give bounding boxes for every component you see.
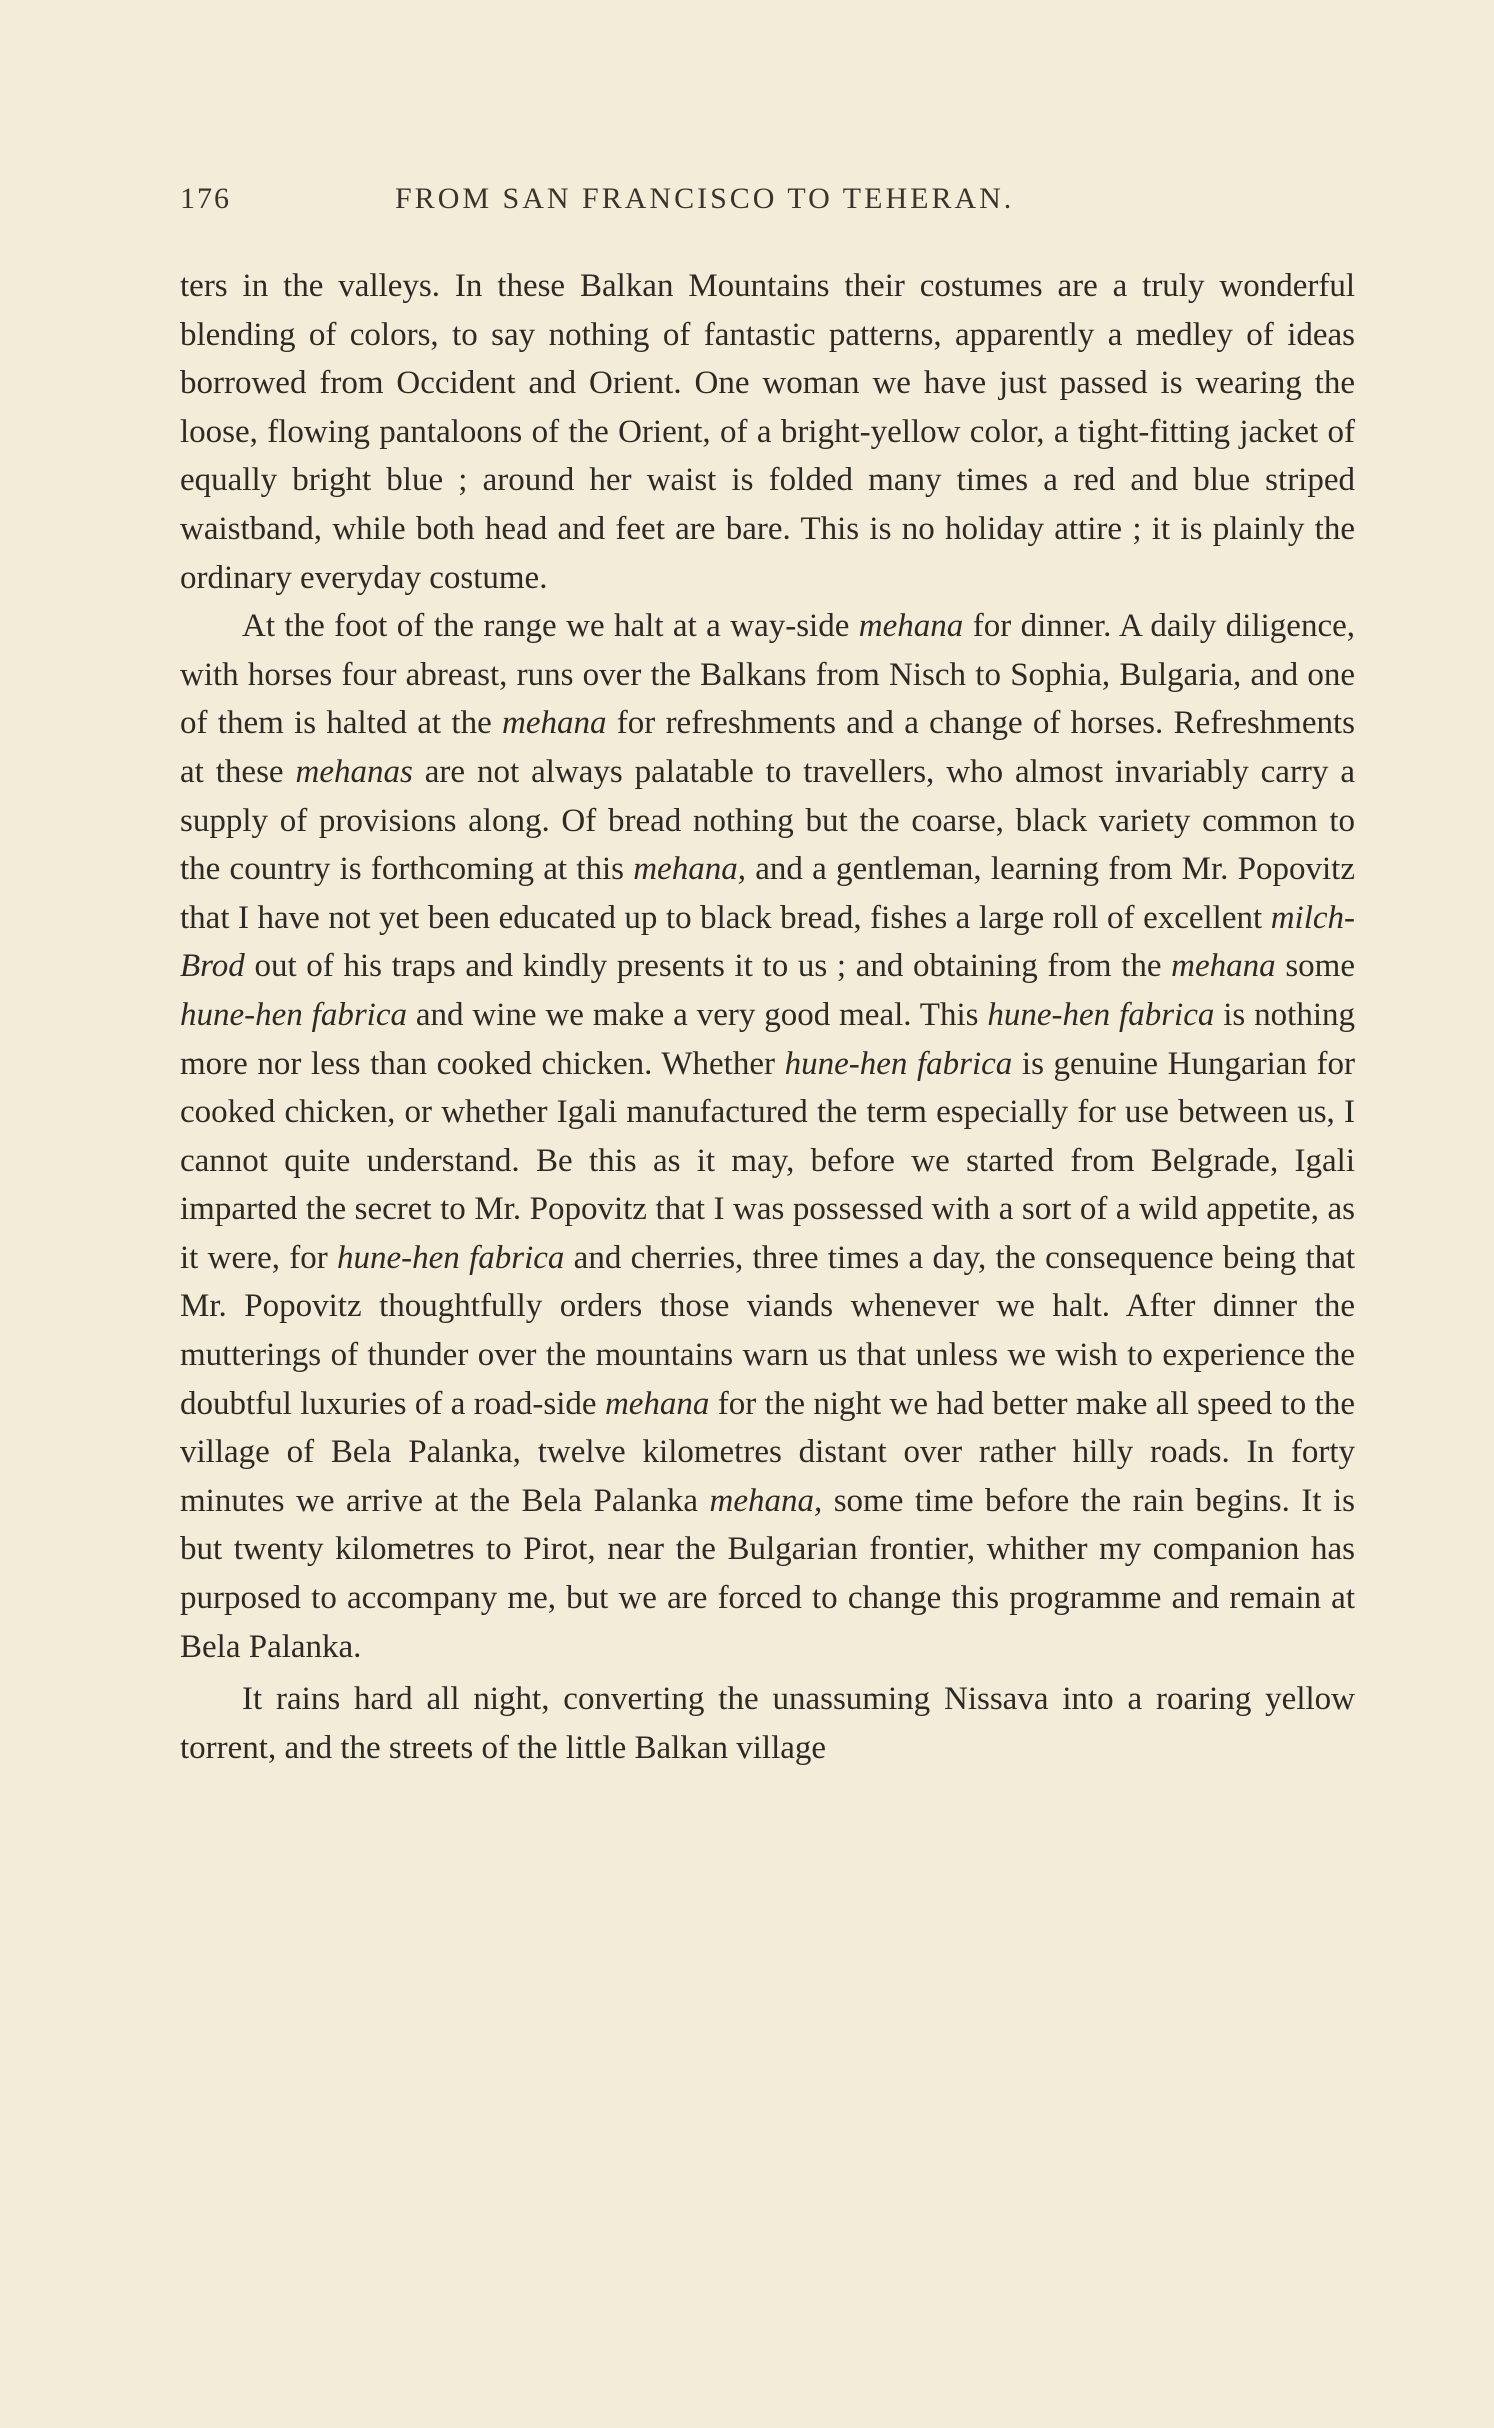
text-run: some time before the rain begins. It is but twenty kilometres to Pirot, near the Bulgarian frontier, whither my companion has purposed to accompany me, but we are forced to change this programme and remain at Bela Palanka.	[180, 1482, 1355, 1665]
text-run: and cherries, three times a day, the consequence being that Mr. Popovitz thoughtfully orders those viands whenever we halt. After dinner the mutterings of thunder over the mountains warn us that unless we wish to experience the doubtful luxuries of a road-side	[180, 1239, 1356, 1422]
paragraph	[180, 262, 1355, 602]
text-run: some	[1275, 948, 1355, 985]
italic-term: mehana,	[633, 851, 746, 888]
italic-term: mehana	[858, 608, 964, 645]
paragraph	[180, 1675, 1355, 1772]
text-run: It rains hard all night, converting the unassuming Nissava into a roaring yellow torrent, and the streets of the little Balkan village	[180, 1681, 1355, 1766]
text-run: for refreshments and a change of horses. Refreshments at these	[180, 705, 1356, 790]
paragraph	[180, 602, 1355, 1671]
text-run: for dinner. A daily diligence, with horses four abreast, runs over the Balkans from Nisch to Sophia, Bulgaria, and one of them is halted at the	[180, 608, 1355, 742]
italic-term: milch-Brod	[180, 899, 1355, 985]
running-head	[180, 182, 1355, 222]
italic-term: mehana	[604, 1385, 710, 1422]
italic-term: mehana	[502, 705, 607, 742]
text-run: is genuine Hungarian for cooked chicken, or whether Igali manufactured the term especially for use between us, I cannot quite understand. Be this as it may, before we started from Belgrade, Igali imparted the secret to Mr. Popovitz that I was possessed with a sort of a wild appetite, as it were, for	[180, 1045, 1356, 1276]
text-run: for the night we had better make all speed to the village of Bela Palanka, twelve kilometres distant over rather hilly roads. In forty minutes we arrive at the Bela Palanka	[180, 1385, 1355, 1519]
text-run: is nothing more nor less than cooked chicken. Whether	[180, 996, 1355, 1082]
text-run: are not always palatable to travellers, who almost invariably carry a supply of provisions along. Of bread nothing but the coarse, black variety common to the country is forthcoming at this	[180, 753, 1356, 888]
italic-term: hune-hen fabrica	[987, 996, 1215, 1033]
text-run: and wine we make a very good meal. This	[407, 996, 988, 1033]
text-run: At the foot of the range we halt at a way-side	[242, 608, 859, 645]
running-title: FROM SAN FRANCISCO TO TEHERAN.	[395, 182, 1015, 215]
italic-term: hune-hen fabrica	[180, 996, 407, 1033]
page-number: 176	[180, 182, 231, 215]
italic-term: hune-hen fabrica	[337, 1239, 565, 1276]
italic-term: mehana	[1171, 948, 1276, 985]
body-text	[180, 262, 1355, 1772]
text-run: ters in the valleys. In these Balkan Mountains their costumes are a truly wonderful blending of colors, to say nothing of fantastic patterns, apparently a medley of ideas borrowed from Occident and Orient. One woman we have just passed is wearing the loose, flowing pantaloons of the Orient, of a bright-yellow color, a tight-fitting jacket of equally bright blue ; around her waist is folded many times a red and blue striped waistband, while both head and feet are bare. This is no holiday attire ; it is plainly the ordinary everyday costume.	[180, 268, 1355, 596]
italic-term: mehana,	[709, 1482, 823, 1519]
text-run: out of his traps and kindly presents it to us ; and obtaining from the	[244, 948, 1172, 985]
text-run: and a gentleman, learning from Mr. Popovitz that I have not yet been educated up to black bread, fishes a large roll of excellent	[180, 851, 1355, 936]
italic-term: hune-hen fabrica	[784, 1045, 1013, 1082]
italic-term: mehanas	[295, 753, 413, 790]
